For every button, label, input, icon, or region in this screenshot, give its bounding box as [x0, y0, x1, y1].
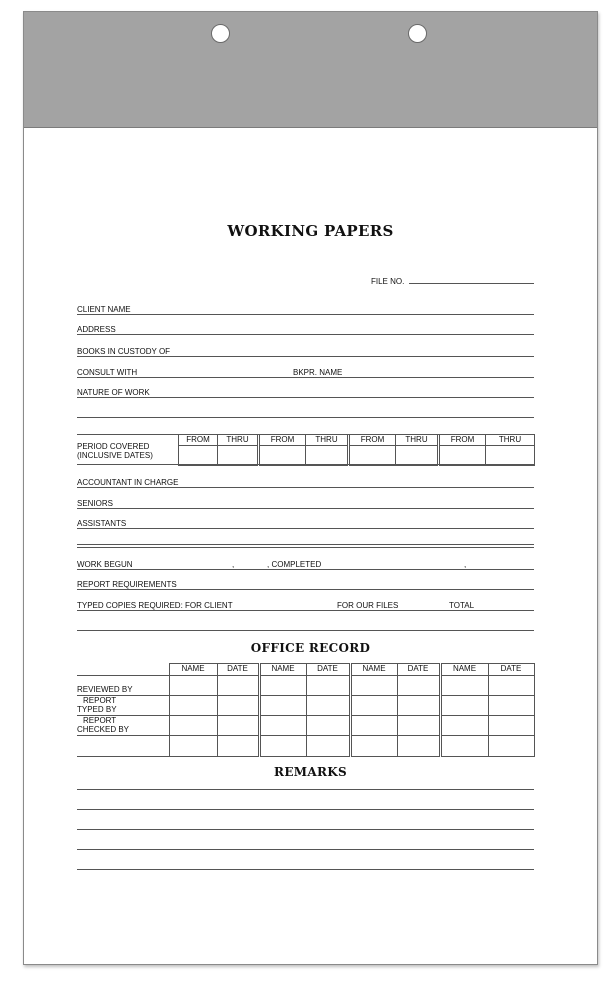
remarks-line-5[interactable]	[77, 869, 534, 870]
period-col-thru-3: THRU	[396, 435, 439, 446]
office-cell[interactable]	[259, 736, 306, 757]
header-band	[24, 12, 597, 128]
accountant-in-charge-label: ACCOUNTANT IN CHARGE	[77, 478, 179, 487]
for-our-files-label: FOR OUR FILES	[337, 601, 399, 610]
office-cell[interactable]	[306, 736, 350, 757]
office-cell[interactable]	[397, 676, 440, 696]
assistants-double-line-top	[77, 544, 534, 545]
consult-with-line[interactable]	[77, 377, 534, 378]
office-cell[interactable]	[169, 676, 217, 696]
seniors-label: SENIORS	[77, 499, 114, 508]
period-cell[interactable]	[396, 446, 439, 466]
office-row-label: REVIEWED BY	[77, 685, 133, 694]
period-cell[interactable]	[349, 446, 396, 466]
office-cell[interactable]	[350, 676, 397, 696]
assistants-label: ASSISTANTS	[77, 519, 127, 528]
office-cell[interactable]	[350, 696, 397, 716]
office-cell[interactable]	[397, 736, 440, 757]
nature-of-work-line-2[interactable]	[77, 417, 534, 418]
client-name-label: CLIENT NAME	[77, 305, 131, 314]
typed-copies-line-2[interactable]	[77, 630, 534, 631]
period-col-from-1: FROM	[179, 435, 218, 446]
office-row-report-checked-by	[77, 716, 169, 736]
office-cell[interactable]	[397, 716, 440, 736]
address-line[interactable]	[77, 334, 534, 335]
office-cell[interactable]	[217, 716, 259, 736]
completed-comma: ,	[464, 560, 467, 569]
typed-copies-line[interactable]	[77, 610, 534, 611]
office-cell[interactable]	[488, 676, 534, 696]
office-col-name-4: NAME	[440, 664, 488, 676]
books-in-custody-line[interactable]	[77, 356, 534, 357]
work-begun-line[interactable]	[77, 569, 534, 570]
period-cell[interactable]	[259, 446, 306, 466]
office-cell[interactable]	[306, 676, 350, 696]
work-begun-comma: ,	[232, 560, 235, 569]
period-cell[interactable]	[306, 446, 349, 466]
period-col-from-3: FROM	[349, 435, 396, 446]
page-title: WORKING PAPERS	[227, 222, 394, 240]
office-col-date-1: DATE	[217, 664, 259, 676]
nature-of-work-label: NATURE OF WORK	[77, 388, 150, 397]
office-row-label-2: CHECKED BY	[77, 725, 130, 734]
office-cell[interactable]	[488, 716, 534, 736]
assistants-line[interactable]	[77, 528, 534, 529]
file-no-line[interactable]	[409, 283, 534, 284]
office-row-label: REPORT	[83, 716, 117, 725]
period-cell[interactable]	[486, 446, 535, 466]
office-cell[interactable]	[169, 716, 217, 736]
office-cell[interactable]	[440, 696, 488, 716]
office-cell[interactable]	[259, 676, 306, 696]
office-cell[interactable]	[440, 676, 488, 696]
seniors-line[interactable]	[77, 508, 534, 509]
remarks-line-2[interactable]	[77, 809, 534, 810]
typed-copies-label: TYPED COPIES REQUIRED: FOR CLIENT	[77, 601, 233, 610]
office-cell[interactable]	[440, 736, 488, 757]
office-record-table	[77, 663, 535, 757]
office-record-title: OFFICE RECORD	[250, 641, 371, 655]
office-cell[interactable]	[350, 716, 397, 736]
office-col-name-3: NAME	[350, 664, 397, 676]
office-cell[interactable]	[217, 736, 259, 757]
office-cell[interactable]	[217, 676, 259, 696]
office-record-corner	[77, 664, 169, 676]
completed-label: , COMPLETED	[267, 560, 322, 569]
work-begun-label: WORK BEGUN	[77, 560, 133, 569]
period-covered-label: PERIOD COVERED	[77, 442, 150, 451]
remarks-line-4[interactable]	[77, 849, 534, 850]
office-col-name-1: NAME	[169, 664, 217, 676]
office-cell[interactable]	[169, 736, 217, 757]
office-col-date-4: DATE	[488, 664, 534, 676]
office-row-reviewed-by	[77, 676, 169, 696]
period-col-from-2: FROM	[259, 435, 306, 446]
office-cell[interactable]	[259, 716, 306, 736]
office-row-label-2: TYPED BY	[77, 705, 117, 714]
office-col-date-3: DATE	[397, 664, 440, 676]
office-cell[interactable]	[440, 716, 488, 736]
office-cell[interactable]	[397, 696, 440, 716]
binder-hole-left	[211, 24, 230, 43]
period-col-thru-2: THRU	[306, 435, 349, 446]
file-no-label: FILE NO.	[371, 277, 405, 286]
total-label: TOTAL	[449, 601, 475, 610]
period-col-thru-4: THRU	[486, 435, 535, 446]
period-col-thru-1: THRU	[218, 435, 259, 446]
office-row-blank	[77, 736, 169, 757]
office-col-date-2: DATE	[306, 664, 350, 676]
period-cell[interactable]	[439, 446, 486, 466]
nature-of-work-line[interactable]	[77, 397, 534, 398]
report-requirements-label: REPORT REQUIREMENTS	[77, 580, 177, 589]
report-requirements-line[interactable]	[77, 589, 534, 590]
office-row-report-typed-by	[77, 696, 169, 716]
assistants-double-line-bottom	[77, 547, 534, 548]
consult-with-label: CONSULT WITH	[77, 368, 138, 377]
period-cell[interactable]	[218, 446, 259, 466]
office-cell[interactable]	[306, 696, 350, 716]
bkpr-name-label: BKPR. NAME	[293, 368, 343, 377]
office-col-name-2: NAME	[259, 664, 306, 676]
office-cell[interactable]	[350, 736, 397, 757]
binder-hole-right	[408, 24, 427, 43]
period-col-from-4: FROM	[439, 435, 486, 446]
remarks-line-3[interactable]	[77, 829, 534, 830]
office-cell[interactable]	[306, 716, 350, 736]
client-name-line[interactable]	[77, 314, 534, 315]
office-row-label: REPORT	[83, 696, 117, 705]
accountant-in-charge-line[interactable]	[77, 487, 534, 488]
books-in-custody-label: BOOKS IN CUSTODY OF	[77, 347, 171, 356]
period-covered-table	[178, 434, 535, 466]
inclusive-dates-label: (INCLUSIVE DATES)	[77, 451, 153, 460]
address-label: ADDRESS	[77, 325, 116, 334]
office-cell[interactable]	[259, 696, 306, 716]
remarks-line-1[interactable]	[77, 789, 534, 790]
office-cell[interactable]	[217, 696, 259, 716]
remarks-title: REMARKS	[274, 765, 347, 779]
office-cell[interactable]	[488, 696, 534, 716]
working-papers-sheet	[23, 11, 598, 965]
period-cell[interactable]	[179, 446, 218, 466]
office-cell[interactable]	[488, 736, 534, 757]
office-cell[interactable]	[169, 696, 217, 716]
